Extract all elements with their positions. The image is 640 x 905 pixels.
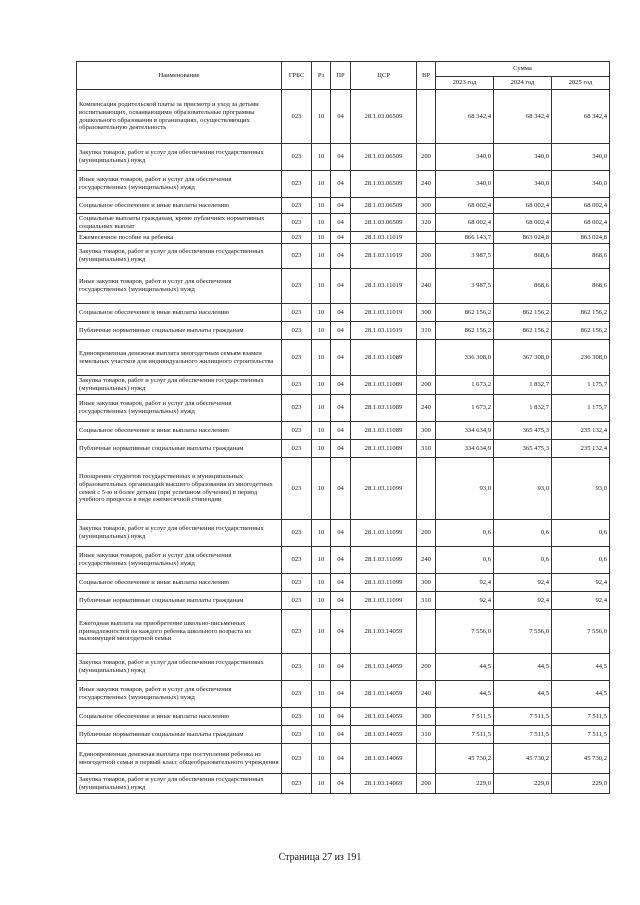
row-csr: 28.1.03.11019 xyxy=(351,244,417,269)
header-name: Наименование xyxy=(77,62,282,90)
row-sum-2025: 68 002,4 xyxy=(552,198,610,214)
row-name: Единовременная денежная выплата при поступлении ребенка из многодетной семьи в первый класс общеобразовательного учреждения xyxy=(77,744,282,774)
row-name: Публичные нормативные социальные выплаты гражданам xyxy=(77,440,282,458)
table-row xyxy=(77,592,610,610)
row-vr: 300 xyxy=(417,422,436,440)
row-rz: 10 xyxy=(312,726,331,744)
row-csr: 28.1.03.11099 xyxy=(351,520,417,547)
row-sum-2024: 868,6 xyxy=(494,244,552,269)
row-csr: 28.1.03.11099 xyxy=(351,458,417,520)
row-grbs: 023 xyxy=(282,269,312,304)
row-grbs: 023 xyxy=(282,232,312,244)
row-csr: 28.1.03.06509 xyxy=(351,214,417,232)
row-vr: 200 xyxy=(417,654,436,681)
table-row xyxy=(77,774,610,794)
row-rz: 10 xyxy=(312,304,331,322)
row-sum-2023: 44,5 xyxy=(436,654,494,681)
row-sum-2025: 236 308,0 xyxy=(552,340,610,376)
table-row xyxy=(77,681,610,708)
row-sum-2025: 340,0 xyxy=(552,171,610,198)
table-header xyxy=(77,62,610,90)
row-csr: 28.1.03.06509 xyxy=(351,198,417,214)
row-rz: 10 xyxy=(312,458,331,520)
row-sum-2024: 92,4 xyxy=(494,592,552,610)
table-row xyxy=(77,269,610,304)
row-sum-2025: 235 132,4 xyxy=(552,422,610,440)
row-csr: 28.1.03.11089 xyxy=(351,395,417,422)
page-number: Страница 27 из 191 xyxy=(278,852,362,863)
row-pr: 04 xyxy=(331,547,351,574)
row-pr: 04 xyxy=(331,340,351,376)
row-rz: 10 xyxy=(312,90,331,144)
row-sum-2024: 68 342,4 xyxy=(494,90,552,144)
row-name: Закупка товаров, работ и услуг для обеспечения государственных (муниципальных) нужд xyxy=(77,376,282,395)
row-rz: 10 xyxy=(312,144,331,171)
row-sum-2023: 92,4 xyxy=(436,592,494,610)
row-rz: 10 xyxy=(312,440,331,458)
header-year-2024: 2024 год xyxy=(494,77,552,90)
row-vr: 320 xyxy=(417,214,436,232)
row-pr: 04 xyxy=(331,654,351,681)
row-pr: 04 xyxy=(331,376,351,395)
row-name: Социальное обеспечение и иные выплаты населению xyxy=(77,708,282,726)
row-sum-2025: 44,5 xyxy=(552,654,610,681)
row-pr: 04 xyxy=(331,198,351,214)
row-rz: 10 xyxy=(312,592,331,610)
row-rz: 10 xyxy=(312,574,331,592)
row-sum-2025: 1 175,7 xyxy=(552,395,610,422)
row-sum-2024: 863 024,8 xyxy=(494,232,552,244)
table-row xyxy=(77,654,610,681)
row-sum-2024: 365 475,3 xyxy=(494,422,552,440)
table-row xyxy=(77,322,610,340)
row-csr: 28.1.03.14059 xyxy=(351,654,417,681)
row-sum-2025: 68 002,4 xyxy=(552,214,610,232)
row-pr: 04 xyxy=(331,726,351,744)
row-name: Ежегодная выплата на приобретение школьно-письменных принадлежностей на каждого ребенка школьного возраста из малоимущей многодетной семьи xyxy=(77,610,282,654)
document-page xyxy=(76,61,609,794)
row-pr: 04 xyxy=(331,440,351,458)
row-sum-2024: 340,0 xyxy=(494,144,552,171)
table-row xyxy=(77,610,610,654)
row-rz: 10 xyxy=(312,340,331,376)
row-pr: 04 xyxy=(331,322,351,340)
row-sum-2023: 862 156,2 xyxy=(436,322,494,340)
table-body xyxy=(77,90,610,794)
header-rz: Рз xyxy=(312,62,331,90)
row-name: Ежемесячное пособие на ребенка xyxy=(77,232,282,244)
row-name: Иные закупки товаров, работ и услуг для обеспечения государственных (муниципальных) нужд xyxy=(77,171,282,198)
table-row xyxy=(77,708,610,726)
row-grbs: 023 xyxy=(282,198,312,214)
row-grbs: 023 xyxy=(282,422,312,440)
row-sum-2025: 0,6 xyxy=(552,520,610,547)
header-year-2023: 2023 год xyxy=(436,77,494,90)
row-vr xyxy=(417,458,436,520)
row-sum-2025: 7 511,5 xyxy=(552,726,610,744)
row-rz: 10 xyxy=(312,171,331,198)
header-pr: ПР xyxy=(331,62,351,90)
row-vr: 200 xyxy=(417,144,436,171)
row-sum-2023: 336 308,0 xyxy=(436,340,494,376)
row-sum-2024: 44,5 xyxy=(494,654,552,681)
row-grbs: 023 xyxy=(282,214,312,232)
row-sum-2024: 93,0 xyxy=(494,458,552,520)
row-pr: 04 xyxy=(331,269,351,304)
row-rz: 10 xyxy=(312,654,331,681)
row-rz: 10 xyxy=(312,214,331,232)
row-vr: 200 xyxy=(417,520,436,547)
table-row xyxy=(77,232,610,244)
row-grbs: 023 xyxy=(282,144,312,171)
row-sum-2025: 92,4 xyxy=(552,592,610,610)
row-sum-2024: 1 832,7 xyxy=(494,395,552,422)
row-sum-2024: 0,6 xyxy=(494,520,552,547)
row-sum-2025: 92,4 xyxy=(552,574,610,592)
row-sum-2023: 3 987,5 xyxy=(436,269,494,304)
row-sum-2024: 7 511,5 xyxy=(494,708,552,726)
row-sum-2024: 367 308,0 xyxy=(494,340,552,376)
row-vr: 310 xyxy=(417,440,436,458)
row-name: Публичные нормативные социальные выплаты гражданам xyxy=(77,592,282,610)
table-row xyxy=(77,244,610,269)
row-name: Единовременная денежная выплата многодетным семьям взамен земельных участков для индивидуального жилищного строительства xyxy=(77,340,282,376)
row-rz: 10 xyxy=(312,198,331,214)
row-grbs: 023 xyxy=(282,610,312,654)
row-csr: 28.1.03.11089 xyxy=(351,440,417,458)
row-name: Компенсация родительской платы за присмотр и уход за детьми воспитывающих, осваивающими образовательные программы дошкольного образования в организациях, осуществляющих образовательную деятельность xyxy=(77,90,282,144)
row-pr: 04 xyxy=(331,458,351,520)
row-rz: 10 xyxy=(312,520,331,547)
row-sum-2023: 340,0 xyxy=(436,144,494,171)
row-vr xyxy=(417,340,436,376)
row-pr: 04 xyxy=(331,681,351,708)
row-csr: 28.1.03.14059 xyxy=(351,681,417,708)
row-sum-2023: 334 634,9 xyxy=(436,422,494,440)
row-vr xyxy=(417,610,436,654)
row-grbs: 023 xyxy=(282,681,312,708)
table-row xyxy=(77,422,610,440)
row-grbs: 023 xyxy=(282,171,312,198)
row-csr: 28.1.03.14069 xyxy=(351,744,417,774)
row-rz: 10 xyxy=(312,269,331,304)
row-rz: 10 xyxy=(312,395,331,422)
row-pr: 04 xyxy=(331,708,351,726)
row-pr: 04 xyxy=(331,90,351,144)
row-pr: 04 xyxy=(331,574,351,592)
table-row xyxy=(77,458,610,520)
row-sum-2025: 7 511,5 xyxy=(552,708,610,726)
row-name: Иные закупки товаров, работ и услуг для обеспечения государственных (муниципальных) нужд xyxy=(77,681,282,708)
row-sum-2023: 1 673,2 xyxy=(436,376,494,395)
row-rz: 10 xyxy=(312,744,331,774)
row-sum-2023: 68 002,4 xyxy=(436,214,494,232)
row-sum-2024: 340,0 xyxy=(494,171,552,198)
row-grbs: 023 xyxy=(282,744,312,774)
row-name: Закупка товаров, работ и услуг для обеспечения государственных (муниципальных) нужд xyxy=(77,144,282,171)
row-csr: 28.1.03.06509 xyxy=(351,171,417,198)
row-vr: 240 xyxy=(417,171,436,198)
table-row xyxy=(77,304,610,322)
table-row xyxy=(77,144,610,171)
table-row xyxy=(77,171,610,198)
row-csr: 28.1.03.06509 xyxy=(351,144,417,171)
table-row xyxy=(77,198,610,214)
row-csr: 28.1.03.06509 xyxy=(351,90,417,144)
row-sum-2023: 7 511,5 xyxy=(436,726,494,744)
row-sum-2025: 93,0 xyxy=(552,458,610,520)
row-name: Закупка товаров, работ и услуг для обеспечения государственных (муниципальных) нужд xyxy=(77,520,282,547)
row-sum-2023: 93,0 xyxy=(436,458,494,520)
row-vr: 240 xyxy=(417,681,436,708)
row-grbs: 023 xyxy=(282,458,312,520)
row-csr: 28.1.03.11099 xyxy=(351,574,417,592)
row-rz: 10 xyxy=(312,322,331,340)
row-rz: 10 xyxy=(312,708,331,726)
row-name: Иные закупки товаров, работ и услуг для обеспечения государственных (муниципальных) нужд xyxy=(77,547,282,574)
row-vr: 300 xyxy=(417,198,436,214)
row-name: Иные закупки товаров, работ и услуг для обеспечения государственных (муниципальных) нужд xyxy=(77,269,282,304)
row-sum-2024: 862 156,2 xyxy=(494,322,552,340)
row-vr: 300 xyxy=(417,574,436,592)
row-sum-2024: 229,0 xyxy=(494,774,552,794)
row-name: Социальное обеспечение и иные выплаты населению xyxy=(77,422,282,440)
row-sum-2025: 862 156,2 xyxy=(552,322,610,340)
row-csr: 28.1.03.11019 xyxy=(351,322,417,340)
row-pr: 04 xyxy=(331,304,351,322)
row-sum-2023: 0,6 xyxy=(436,547,494,574)
row-pr: 04 xyxy=(331,610,351,654)
row-sum-2023: 7 511,5 xyxy=(436,708,494,726)
table-row xyxy=(77,214,610,232)
row-vr: 240 xyxy=(417,269,436,304)
row-grbs: 023 xyxy=(282,574,312,592)
header-sum: Сумма xyxy=(436,62,610,77)
row-name: Закупка товаров, работ и услуг для обеспечения государственных (муниципальных) нужд xyxy=(77,774,282,794)
row-vr: 310 xyxy=(417,592,436,610)
row-vr: 200 xyxy=(417,774,436,794)
row-name: Социальное обеспечение и иные выплаты населению xyxy=(77,574,282,592)
row-sum-2023: 862 156,2 xyxy=(436,304,494,322)
row-vr: 300 xyxy=(417,304,436,322)
table-row xyxy=(77,395,610,422)
row-sum-2023: 866 143,7 xyxy=(436,232,494,244)
row-sum-2023: 1 673,2 xyxy=(436,395,494,422)
row-grbs: 023 xyxy=(282,90,312,144)
row-csr: 28.1.03.11089 xyxy=(351,376,417,395)
row-grbs: 023 xyxy=(282,395,312,422)
row-sum-2024: 7 511,5 xyxy=(494,726,552,744)
row-sum-2024: 1 832,7 xyxy=(494,376,552,395)
row-sum-2025: 68 342,4 xyxy=(552,90,610,144)
row-csr: 28.1.03.11019 xyxy=(351,269,417,304)
row-grbs: 023 xyxy=(282,774,312,794)
row-rz: 10 xyxy=(312,376,331,395)
table-row xyxy=(77,547,610,574)
table-row xyxy=(77,520,610,547)
row-grbs: 023 xyxy=(282,708,312,726)
row-pr: 04 xyxy=(331,144,351,171)
row-sum-2025: 340,0 xyxy=(552,144,610,171)
row-vr: 310 xyxy=(417,322,436,340)
row-sum-2024: 862 156,2 xyxy=(494,304,552,322)
row-sum-2023: 3 987,5 xyxy=(436,244,494,269)
row-name: Поощрение студентов государственных и муниципальных образовательных организаций высшего образования из многодетных семей с 5-ю и более детьми (при успешном обучении) в период учебного процесса в виде ежемесячной стипендии xyxy=(77,458,282,520)
row-vr xyxy=(417,232,436,244)
row-name: Публичные нормативные социальные выплаты гражданам xyxy=(77,726,282,744)
row-pr: 04 xyxy=(331,171,351,198)
row-rz: 10 xyxy=(312,422,331,440)
row-csr: 28.1.03.14059 xyxy=(351,726,417,744)
table-row xyxy=(77,744,610,774)
row-grbs: 023 xyxy=(282,592,312,610)
row-grbs: 023 xyxy=(282,376,312,395)
row-grbs: 023 xyxy=(282,726,312,744)
row-csr: 28.1.03.11099 xyxy=(351,547,417,574)
row-sum-2025: 863 024,8 xyxy=(552,232,610,244)
row-grbs: 023 xyxy=(282,654,312,681)
row-name: Публичные нормативные социальные выплаты гражданам xyxy=(77,322,282,340)
row-sum-2024: 92,4 xyxy=(494,574,552,592)
header-csr: ЦСР xyxy=(351,62,417,90)
row-name: Закупка товаров, работ и услуг для обеспечения государственных (муниципальных) нужд xyxy=(77,244,282,269)
row-sum-2025: 868,6 xyxy=(552,244,610,269)
row-vr xyxy=(417,90,436,144)
row-sum-2024: 44,5 xyxy=(494,681,552,708)
row-rz: 10 xyxy=(312,232,331,244)
row-pr: 04 xyxy=(331,214,351,232)
row-sum-2023: 229,0 xyxy=(436,774,494,794)
row-sum-2023: 340,0 xyxy=(436,171,494,198)
row-pr: 04 xyxy=(331,232,351,244)
row-sum-2024: 45 730,2 xyxy=(494,744,552,774)
table-row xyxy=(77,376,610,395)
row-rz: 10 xyxy=(312,244,331,269)
row-vr: 300 xyxy=(417,708,436,726)
row-csr: 28.1.03.14069 xyxy=(351,774,417,794)
row-sum-2025: 229,0 xyxy=(552,774,610,794)
row-vr xyxy=(417,744,436,774)
row-sum-2024: 0,6 xyxy=(494,547,552,574)
row-name: Социальное обеспечение и иные выплаты населению xyxy=(77,304,282,322)
row-vr: 310 xyxy=(417,726,436,744)
row-grbs: 023 xyxy=(282,244,312,269)
row-pr: 04 xyxy=(331,520,351,547)
row-pr: 04 xyxy=(331,592,351,610)
row-sum-2025: 0,6 xyxy=(552,547,610,574)
row-pr: 04 xyxy=(331,774,351,794)
row-name: Социальные выплаты гражданам, кроме публичных нормативных социальных выплат xyxy=(77,214,282,232)
header-year-2025: 2025 год xyxy=(552,77,610,90)
row-grbs: 023 xyxy=(282,340,312,376)
row-sum-2023: 7 556,0 xyxy=(436,610,494,654)
row-name: Иные закупки товаров, работ и услуг для обеспечения государственных (муниципальных) нужд xyxy=(77,395,282,422)
row-sum-2025: 1 175,7 xyxy=(552,376,610,395)
row-csr: 28.1.03.11089 xyxy=(351,340,417,376)
header-grbs: ГРБС xyxy=(282,62,312,90)
row-sum-2024: 7 556,0 xyxy=(494,610,552,654)
row-grbs: 023 xyxy=(282,547,312,574)
row-sum-2023: 68 002,4 xyxy=(436,198,494,214)
table-row xyxy=(77,440,610,458)
row-sum-2024: 868,6 xyxy=(494,269,552,304)
row-sum-2025: 868,6 xyxy=(552,269,610,304)
row-sum-2024: 68 002,4 xyxy=(494,214,552,232)
row-sum-2023: 68 342,4 xyxy=(436,90,494,144)
row-grbs: 023 xyxy=(282,520,312,547)
row-sum-2023: 92,4 xyxy=(436,574,494,592)
budget-table xyxy=(76,61,610,794)
row-grbs: 023 xyxy=(282,440,312,458)
row-grbs: 023 xyxy=(282,322,312,340)
row-name: Закупка товаров, работ и услуг для обеспечения государственных (муниципальных) нужд xyxy=(77,654,282,681)
row-vr: 200 xyxy=(417,244,436,269)
row-sum-2025: 7 556,0 xyxy=(552,610,610,654)
row-vr: 240 xyxy=(417,395,436,422)
row-sum-2025: 862 156,2 xyxy=(552,304,610,322)
row-csr: 28.1.03.14059 xyxy=(351,708,417,726)
row-rz: 10 xyxy=(312,547,331,574)
row-pr: 04 xyxy=(331,244,351,269)
row-pr: 04 xyxy=(331,395,351,422)
table-row xyxy=(77,726,610,744)
table-row xyxy=(77,574,610,592)
row-rz: 10 xyxy=(312,610,331,654)
row-sum-2024: 365 475,3 xyxy=(494,440,552,458)
row-csr: 28.1.03.11019 xyxy=(351,232,417,244)
row-vr: 240 xyxy=(417,547,436,574)
row-sum-2025: 44,5 xyxy=(552,681,610,708)
header-vr: ВР xyxy=(417,62,436,90)
row-vr: 200 xyxy=(417,376,436,395)
row-sum-2023: 0,6 xyxy=(436,520,494,547)
row-csr: 28.1.03.11089 xyxy=(351,422,417,440)
row-sum-2023: 45 730,2 xyxy=(436,744,494,774)
row-sum-2023: 334 634,9 xyxy=(436,440,494,458)
row-sum-2023: 44,5 xyxy=(436,681,494,708)
row-sum-2025: 235 132,4 xyxy=(552,440,610,458)
row-sum-2024: 68 002,4 xyxy=(494,198,552,214)
row-pr: 04 xyxy=(331,744,351,774)
row-pr: 04 xyxy=(331,422,351,440)
table-row xyxy=(77,90,610,144)
table-row xyxy=(77,340,610,376)
row-rz: 10 xyxy=(312,681,331,708)
row-csr: 28.1.03.14059 xyxy=(351,610,417,654)
row-rz: 10 xyxy=(312,774,331,794)
row-sum-2025: 45 730,2 xyxy=(552,744,610,774)
row-name: Социальное обеспечение и иные выплаты населению xyxy=(77,198,282,214)
row-csr: 28.1.03.11019 xyxy=(351,304,417,322)
row-grbs: 023 xyxy=(282,304,312,322)
row-csr: 28.1.03.11099 xyxy=(351,592,417,610)
